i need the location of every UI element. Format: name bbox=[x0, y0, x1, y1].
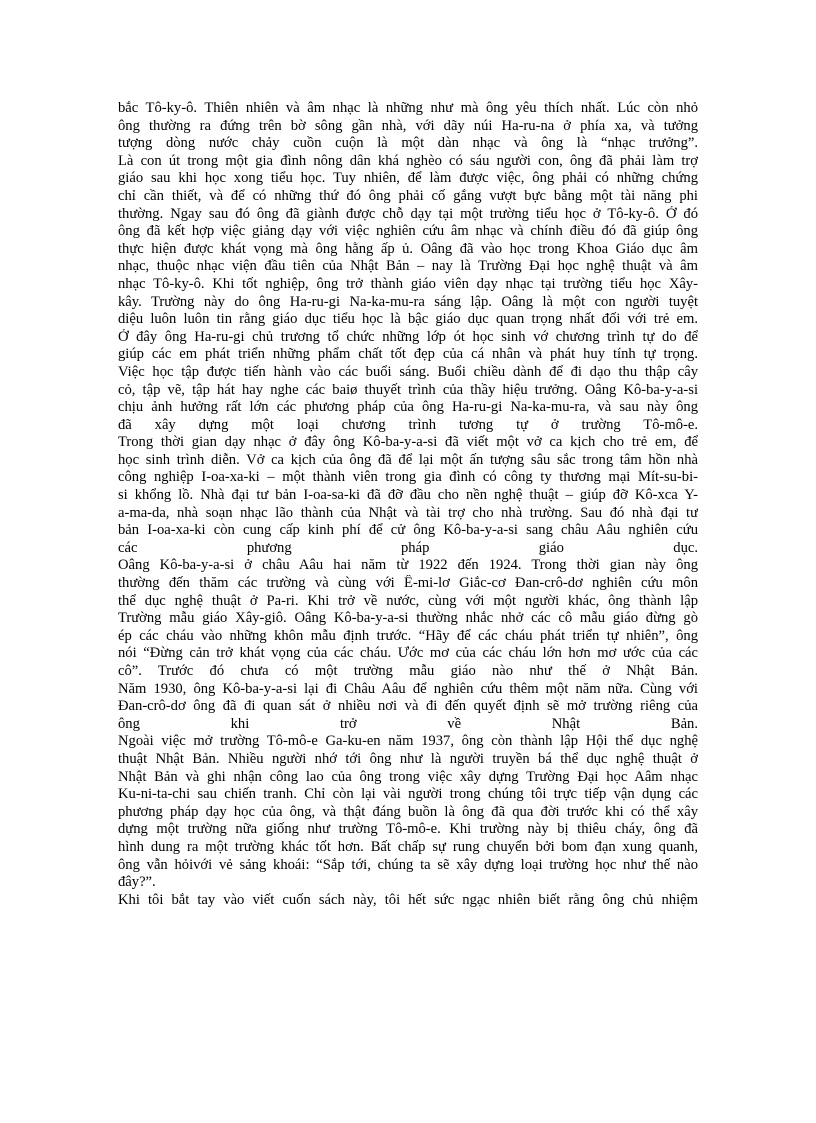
text-line: dựng một trường nữa giống như trường Tô-mô-e. Khi trường này bị thiêu cháy, ông đã bbox=[118, 821, 698, 838]
text-line: si khổng lồ. Nhà đại tư bản I-oa-sa-ki đã đỡ đầu cho nền nghệ thuật – giúp đỡ Kô-xca Y- bbox=[118, 487, 698, 504]
text-line: Trong thời gian dạy nhạc ở đây ông Kô-ba-y-a-si đã viết một vở ca kịch cho trẻ em, để bbox=[118, 434, 698, 451]
text-line: hình dung ra một trường khác tốt hơn. Bất chấp sự rung chuyển bởi bom đạn xung quanh, bbox=[118, 838, 698, 855]
text-line: Đan-crô-dơ ông đã đi quan sát ở nhiều nơi và đi đến quyết định sẽ mở trường riêng của bbox=[118, 698, 698, 715]
text-line: học sinh trình diễn. Vở ca kịch của ông đã để lại một ấn tượng sâu sắc trong tâm hồn nhà bbox=[118, 451, 698, 468]
text-line: cô”. Trước đó chưa có một trường mẫu giáo nào như thế ở Nhật Bản. bbox=[118, 663, 698, 679]
text-line: ông đã kết hợp việc giảng dạy với việc nghiên cứu âm nhạc và chính điều đó đã giúp ông bbox=[118, 223, 698, 240]
text-line: các phương pháp giáo dục. bbox=[118, 539, 698, 556]
text-line: Năm 1930, ông Kô-ba-y-a-si lại đi Châu Aâu để nghiên cứu thêm một năm nữa. Cùng với bbox=[118, 680, 698, 697]
text-line: giúp các em phát triển những phẩm chất tốt đẹp của cá nhân và phát huy tính tự trọng. bbox=[118, 346, 698, 363]
text-line: Ở đây ông Ha-ru-gi chủ trương tổ chức những lớp ót học sinh vớ chương trình tự do để bbox=[118, 328, 698, 345]
text-line: diệu luôn luôn tin rằng giáo dục tiểu học là bậc giáo dục quan trọng nhất đối với trẻ em. bbox=[118, 311, 698, 328]
text-line: Là con út trong một gia đình nông dân khá nghèo có sáu người con, ông đã phải làm trợ bbox=[118, 152, 698, 169]
text-line: nói “Đừng cản trở khát vọng của các cháu. Ước mơ của các cháu lớn hơn mơ ước của các bbox=[118, 645, 698, 662]
text-line: kây. Trường này do ông Ha-ru-gi Na-ka-mu-ra sáng lập. Oâng là một con người tuyệt bbox=[118, 293, 698, 310]
text-line: chỉ cần thiết, và để có những thứ đó ông phải cố gắng vượt bực bằng một tài năng phi bbox=[118, 187, 698, 204]
text-line: đã xây dựng một loại chương trình tương tự ở trường Tô-mô-e. bbox=[118, 416, 698, 433]
text-line: Ngoài việc mở trường Tô-mô-e Ga-ku-en năm 1937, ông còn thành lập Hội thể dục nghệ bbox=[118, 733, 698, 750]
text-line: bản I-oa-xa-ki còn cung cấp kinh phí để cử ông Kô-ba-y-a-si sang châu Aâu nghiên cứu bbox=[118, 522, 698, 539]
text-line: bắc Tô-ky-ô. Thiên nhiên và âm nhạc là những như mà ông yêu thích nhất. Lúc còn nhỏ bbox=[118, 100, 698, 116]
text-line: thực hiện được khát vọng mà ông hằng ấp ủ. Oâng đã vào học trong Khoa Giáo dục âm bbox=[118, 240, 698, 257]
text-line: công nghiệp I-oa-xa-ki – một thành viên trong gia đình có công ty thương mại Mít-su-bi- bbox=[118, 469, 698, 486]
text-line: ông khi trở về Nhật Bản. bbox=[118, 715, 698, 732]
text-line: giáo sau khi học xong tiểu học. Tuy nhiên, để làm được việc, ông phải có những chứng bbox=[118, 170, 698, 187]
text-line: a-ma-da, nhà soạn nhạc lão thành của Nhật và tài trợ cho nhà trường. Sau đó nhà đại tư bbox=[118, 504, 698, 521]
text-line: ép các cháu vào những khôn mẫu định trước. “Hãy để các cháu phát triển tự nhiên”, ông bbox=[118, 627, 698, 644]
text-line: Khi tôi bắt tay vào viết cuốn sách này, tôi hết sức ngạc nhiên biết rằng ông chủ nhiệm bbox=[118, 891, 698, 908]
text-line: thường đến thăm các trường và cùng với Ê-mi-lơ Giắc-cơ Đan-crô-dơ nghiên cứu môn bbox=[118, 575, 698, 592]
text-line: tượng dòng nước chảy cuồn cuộn là một dàn nhạc và ông là “nhạc trưởng”. bbox=[118, 135, 698, 152]
text-line: Trường mẫu giáo Xây-giô. Oâng Kô-ba-y-a-si thường nhắc nhở các cô mẫu giáo đừng gò bbox=[118, 610, 698, 627]
text-line: Ku-ni-ta-chi sau chiến tranh. Chỉ còn lại vài người trong chúng tôi trực tiếp vận dụng các bbox=[118, 786, 698, 803]
text-line: thể dục nghệ thuật ở Pa-ri. Khi trở về nước, cùng với một người khác, ông thành lập bbox=[118, 592, 698, 609]
text-line: Việc học tập được tiến hành vào các buổi sáng. Buổi chiều dành để đi dạo thu thập cây bbox=[118, 363, 698, 380]
text-line: nhạc Tô-ky-ô. Khi tốt nghiệp, ông trở thành giáo viên dạy nhạc tại trường tiểu học Xây- bbox=[118, 275, 698, 292]
text-line: cỏ, tập vẽ, tập hát hay nghe các baiø thuyết trình của thầy hiệu trưởng. Oâng Kô-ba-y-a-si bbox=[118, 381, 698, 398]
text-line: Nhật Bản và ghi nhận công lao của ông trong việc xây dựng Trường Đại học Aâm nhạc bbox=[118, 768, 698, 785]
text-line: thuật Nhật Bản. Nhiều người nhớ tới ông như là người truyền bá thể dục nghệ thuật ở bbox=[118, 750, 698, 767]
text-line: Oâng Kô-ba-y-a-si ở châu Aâu hai năm từ 1922 đến 1924. Trong thời gian này ông bbox=[118, 557, 698, 574]
document-page bbox=[118, 100, 698, 909]
text-line: thường. Ngay sau đó ông đã giành được chỗ dạy tại một trường tiểu học ở Tô-ky-ô. Ở đó bbox=[118, 205, 698, 222]
text-line: nhạc, thuộc nhạc viện đầu tiên của Nhật Bản – nay là Trường Đại học nghệ thuật và âm bbox=[118, 258, 698, 275]
text-line: ông vẫn hỏivới vẻ sảng khoái: “Sắp tới, chúng ta sẽ xây dựng loại trường học như thế nào bbox=[118, 856, 698, 873]
text-line: chịu ảnh hưởng rất lớn các phương pháp của ông Ha-ru-gi Na-ka-mu-ra, và sau này ông bbox=[118, 399, 698, 416]
text-line: ông thường ra đứng trên bờ sông gần nhà, với dãy núi Ha-ru-na ở phía xa, và tưởng bbox=[118, 117, 698, 134]
text-line: đây?”. bbox=[118, 874, 156, 891]
text-line: phương pháp dạy học của ông, và thật đáng buồn là ông đã qua đời trước khi có thể xây bbox=[118, 803, 698, 820]
